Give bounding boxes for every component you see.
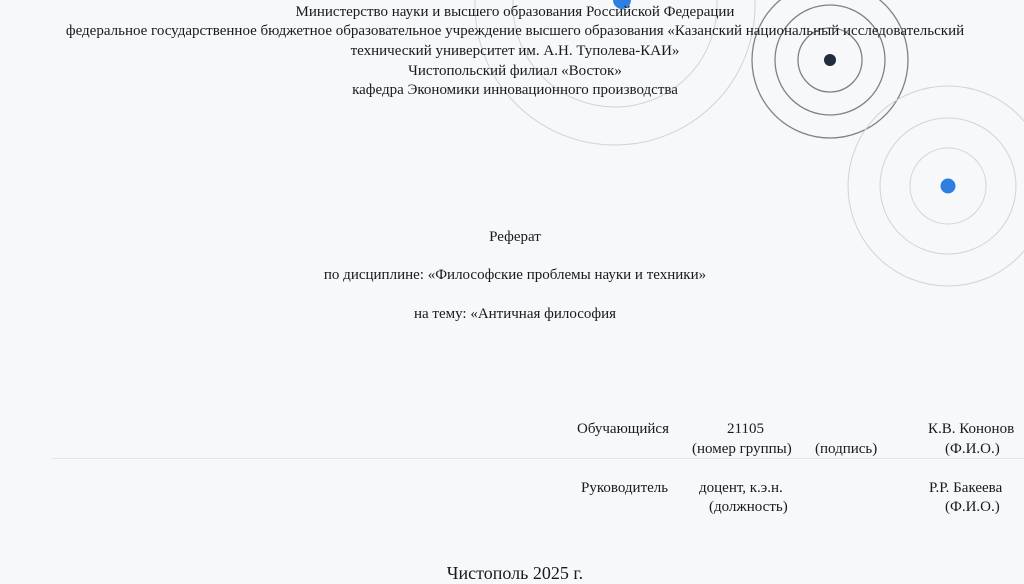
student-name: К.В. Кононов [928,421,1015,437]
supervisor-name-caption: (Ф.И.О.) [945,499,1000,515]
supervisor-name: Р.Р. Бакеева [929,480,1003,496]
supervisor-position-caption: (должность) [709,499,788,515]
department-line: кафедра Экономики инновационного производства [352,82,678,98]
student-signature-caption: (подпись) [815,441,878,457]
blue-dot-right [941,179,956,194]
supervisor-position: доцент, к.э.н. [699,480,783,496]
city-year: Чистополь 2025 г. [446,563,584,583]
branch-line: Чистопольский филиал «Восток» [408,63,622,79]
topic-line: на тему: «Античная философия [413,306,617,322]
ministry-line: Министерство науки и высшего образования Российской Федерации [295,4,735,20]
student-name-caption: (Ф.И.О.) [945,441,1000,457]
student-group: 21105 [727,421,764,437]
discipline-line: по дисциплине: «Философские проблемы науки и техники» [323,267,707,283]
university-line: федеральное государственное бюджетное образовательное учреждение высшего образования «Казанский национальный исследовательский [65,23,965,39]
student-role: Обучающийся [577,421,669,437]
university-line-cont: технический университет им. А.Н. Туполева-КАИ» [350,43,680,59]
work-type: Реферат [489,229,541,245]
supervisor-role: Руководитель [581,480,669,496]
ring-right-1 [848,86,1024,286]
student-group-caption: (номер группы) [692,441,792,457]
divider-line [52,458,1024,459]
